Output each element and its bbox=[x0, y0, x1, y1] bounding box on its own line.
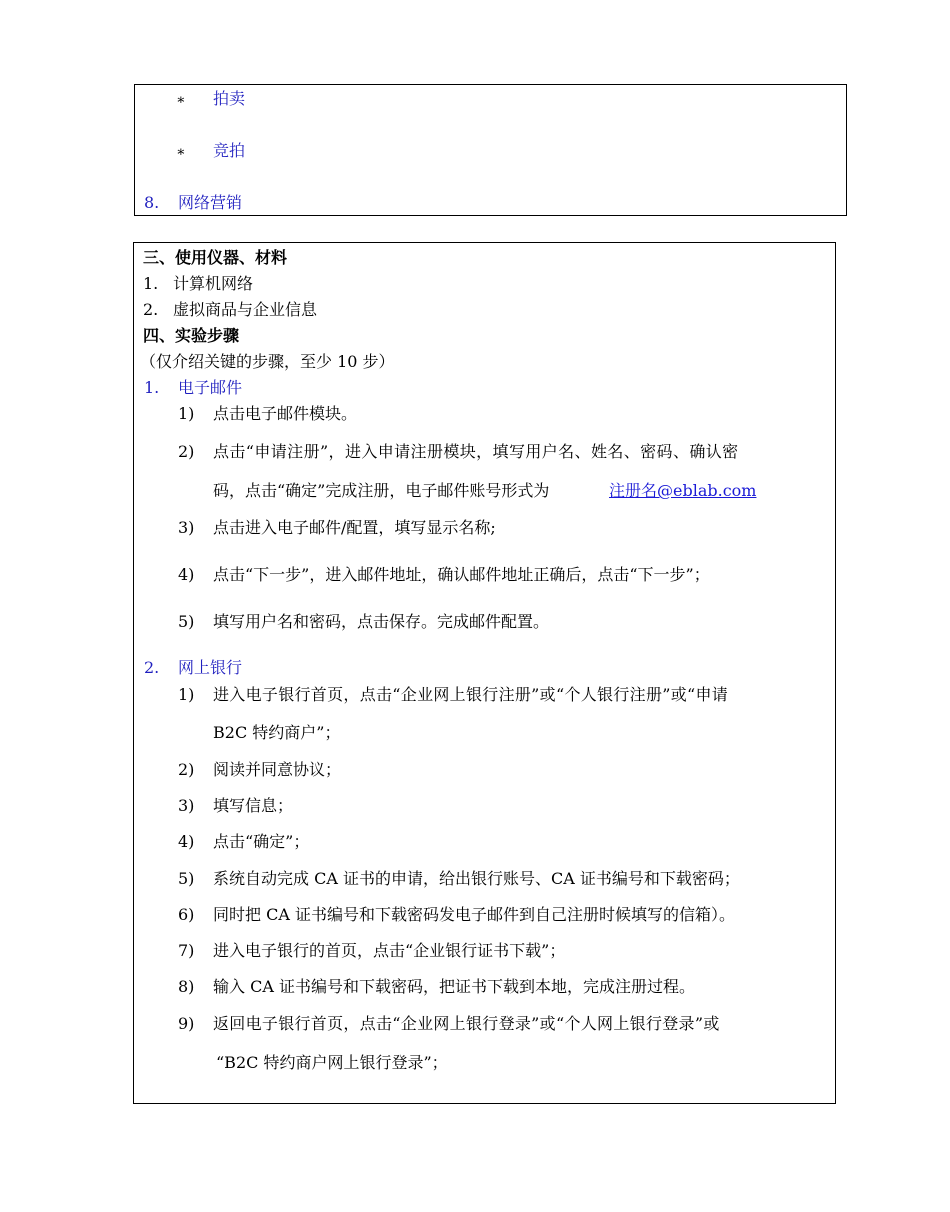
step-number: 1) bbox=[178, 685, 195, 704]
section-3-item-number: 2. bbox=[143, 300, 159, 319]
bank-step-text: 返回电子银行首页，点击“企业网上银行登录”或“个人网上银行登录”或 bbox=[213, 1014, 720, 1033]
bullet-auction: 拍卖 bbox=[213, 89, 246, 108]
step-number: 2) bbox=[178, 442, 195, 461]
bank-step-text: 填写信息； bbox=[213, 796, 294, 815]
bank-step-text: 进入电子银行首页，点击“企业网上银行注册”或“个人银行注册”或“申请 bbox=[213, 685, 729, 704]
email-step-text: 填写用户名和密码，点击保存。完成邮件配置。 bbox=[213, 612, 550, 631]
item-8-number: 8. bbox=[144, 193, 160, 212]
bullet-marker: ∗ bbox=[176, 92, 186, 108]
section-3-item: 计算机网络 bbox=[173, 274, 254, 293]
email-step-text: 码，点击“确定”完成注册，电子邮件账号形式为 bbox=[213, 481, 550, 500]
step-number: 4) bbox=[178, 832, 195, 851]
step-number: 2) bbox=[178, 760, 195, 779]
bullet-marker: ∗ bbox=[176, 144, 186, 160]
bank-step-text: 点击“确定”； bbox=[213, 832, 310, 851]
email-step-text: 点击“下一步”，进入邮件地址，确认邮件地址正确后，点击“下一步”； bbox=[213, 565, 710, 584]
email-section-title: 电子邮件 bbox=[178, 378, 243, 397]
section-4-title: 四、实验步骤 bbox=[143, 326, 240, 345]
bank-step-text: 系统自动完成 CA 证书的申请，给出银行账号、CA 证书编号和下载密码； bbox=[213, 869, 740, 888]
email-address-link[interactable]: 注册名@eblab.com bbox=[609, 481, 757, 500]
email-step-text: 点击电子邮件模块。 bbox=[213, 404, 358, 423]
email-step-text: 点击进入电子邮件/配置，填写显示名称; bbox=[213, 518, 496, 537]
bank-step-text: 阅读并同意协议； bbox=[213, 760, 342, 779]
step-number: 4) bbox=[178, 565, 195, 584]
step-number: 9) bbox=[178, 1014, 195, 1033]
bank-section-title: 网上银行 bbox=[178, 658, 243, 677]
bank-step-text: 输入 CA 证书编号和下载密码，把证书下载到本地，完成注册过程。 bbox=[213, 977, 695, 996]
section-4-note: （仅介绍关键的步骤，至少 10 步） bbox=[140, 352, 395, 371]
step-number: 7) bbox=[178, 941, 195, 960]
email-step-text: 点击“申请注册”，进入申请注册模块，填写用户名、姓名、密码、确认密 bbox=[213, 442, 739, 461]
step-number: 3) bbox=[178, 796, 195, 815]
bank-step-text: 同时把 CA 证书编号和下载密码发电子邮件到自己注册时候填写的信箱）。 bbox=[213, 905, 735, 924]
section-3-item: 虚拟商品与企业信息 bbox=[173, 300, 318, 319]
step-number: 3) bbox=[178, 518, 195, 537]
section-3-item-number: 1. bbox=[143, 274, 159, 293]
item-8-network-marketing: 网络营销 bbox=[178, 193, 243, 212]
email-section-number: 1. bbox=[144, 378, 160, 397]
step-number: 8) bbox=[178, 977, 195, 996]
bank-step-text: “B2C 特约商户网上银行登录”； bbox=[216, 1053, 448, 1072]
bank-section-number: 2. bbox=[144, 658, 160, 677]
step-number: 5) bbox=[178, 869, 195, 888]
step-number: 1) bbox=[178, 404, 195, 423]
section-3-title: 三、使用仪器、材料 bbox=[143, 248, 288, 267]
bank-step-text: 进入电子银行的首页，点击“企业银行证书下载”； bbox=[213, 941, 566, 960]
bullet-bidding: 竞拍 bbox=[213, 141, 246, 160]
step-number: 5) bbox=[178, 612, 195, 631]
bank-step-text: B2C 特约商户”； bbox=[213, 723, 341, 742]
step-number: 6) bbox=[178, 905, 195, 924]
